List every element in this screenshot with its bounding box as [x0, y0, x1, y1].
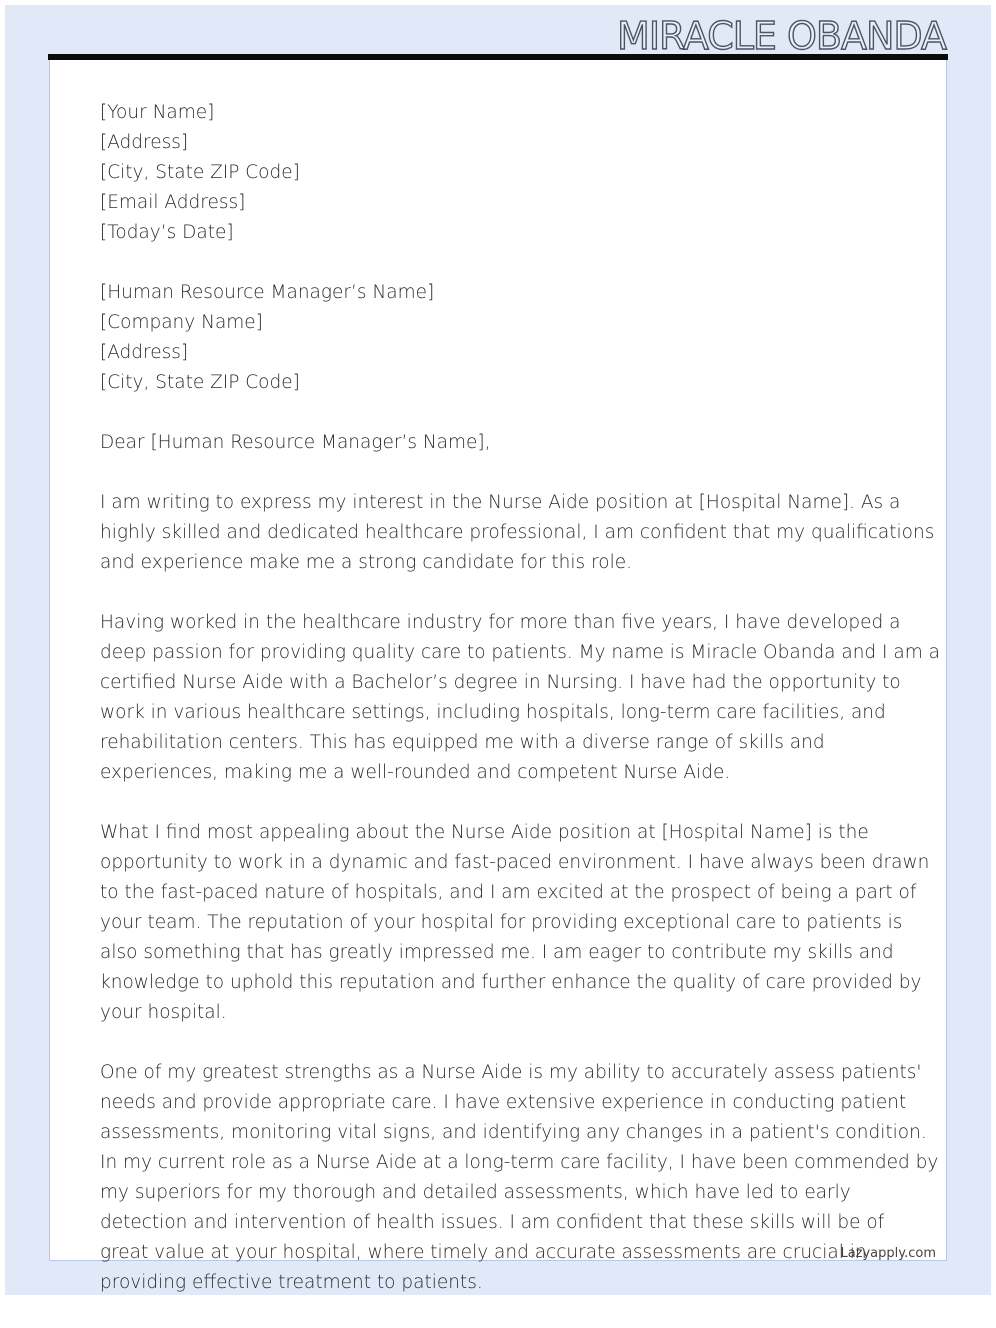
paragraph-line: deep passion for providing quality care to patients. My name is Miracle Obanda and I am a: [100, 642, 940, 663]
watermark-text: Lazyapply.com: [840, 1246, 936, 1261]
recipient-address: [Address]: [100, 342, 189, 363]
paragraph-line: knowledge to uphold this reputation and further enhance the quality of care provided by: [100, 972, 922, 993]
paragraph-line: Having worked in the healthcare industry for more than five years, I have developed a: [100, 612, 901, 633]
paragraph-line: In my current role as a Nurse Aide at a long-term care facility, I have been commended by: [100, 1152, 939, 1173]
sender-city: [City, State ZIP Code]: [100, 162, 300, 183]
paragraph-line: also something that has greatly impressed me. I am eager to contribute my skills and: [100, 942, 894, 963]
recipient-company: [Company Name]: [100, 312, 263, 333]
sender-email: [Email Address]: [100, 192, 246, 213]
paragraph-line: needs and provide appropriate care. I have extensive experience in conducting patient: [100, 1092, 907, 1113]
paragraph-line: providing effective treatment to patients.: [100, 1272, 483, 1293]
body-paragraph-2: [100, 608, 940, 788]
paragraph-line: my superiors for my thorough and detailed assessments, which have led to early: [100, 1182, 851, 1203]
paragraph-line: your hospital.: [100, 1002, 227, 1023]
body-paragraph-4: [100, 1058, 939, 1298]
paragraph-line: to the fast-paced nature of hospitals, and I am excited at the prospect of being a part of: [100, 882, 917, 903]
paragraph-line: opportunity to work in a dynamic and fast-paced environment. I have always been drawn: [100, 852, 930, 873]
recipient-name: [Human Resource Manager’s Name]: [100, 282, 435, 303]
paragraph-line: your team. The reputation of your hospital for providing exceptional care to patients is: [100, 912, 903, 933]
paragraph-line: great value at your hospital, where timely and accurate assessments are crucial in: [100, 1242, 867, 1263]
body-paragraph-1: [100, 488, 935, 578]
sender-name: [Your Name]: [100, 102, 215, 123]
paragraph-line: work in various healthcare settings, including hospitals, long-term care facilities, and: [100, 702, 886, 723]
recipient-city: [City, State ZIP Code]: [100, 372, 300, 393]
recipient-block: [100, 278, 900, 398]
sender-address: [Address]: [100, 132, 189, 153]
paragraph-line: rehabilitation centers. This has equipped me with a diverse range of skills and: [100, 732, 825, 753]
paragraph-line: One of my greatest strengths as a Nurse Aide is my ability to accurately assess patients': [100, 1062, 922, 1083]
paragraph-line: experiences, making me a well-rounded and competent Nurse Aide.: [100, 762, 731, 783]
applicant-name-heading: MIRACLE OBANDA: [617, 14, 946, 58]
paragraph-line: What I find most appealing about the Nurse Aide position at [Hospital Name] is the: [100, 822, 869, 843]
paragraph-line: highly skilled and dedicated healthcare professional, I am confident that my qualifications: [100, 522, 935, 543]
paragraph-line: and experience make me a strong candidate for this role.: [100, 552, 632, 573]
letter-date: [Today’s Date]: [100, 222, 234, 243]
paragraph-line: assessments, monitoring vital signs, and identifying any changes in a patient's condition.: [100, 1122, 927, 1143]
salutation-text: Dear [Human Resource Manager’s Name],: [100, 432, 491, 453]
sender-block: [100, 98, 900, 248]
paragraph-line: detection and intervention of health issues. I am confident that these skills will be of: [100, 1212, 885, 1233]
paragraph-line: I am writing to express my interest in the Nurse Aide position at [Hospital Name]. As a: [100, 492, 901, 513]
paragraph-line: certified Nurse Aide with a Bachelor’s degree in Nursing. I have had the opportunity to: [100, 672, 901, 693]
body-paragraph-3: [100, 818, 930, 1028]
cover-letter-body: [100, 98, 940, 1328]
salutation: [100, 428, 900, 458]
